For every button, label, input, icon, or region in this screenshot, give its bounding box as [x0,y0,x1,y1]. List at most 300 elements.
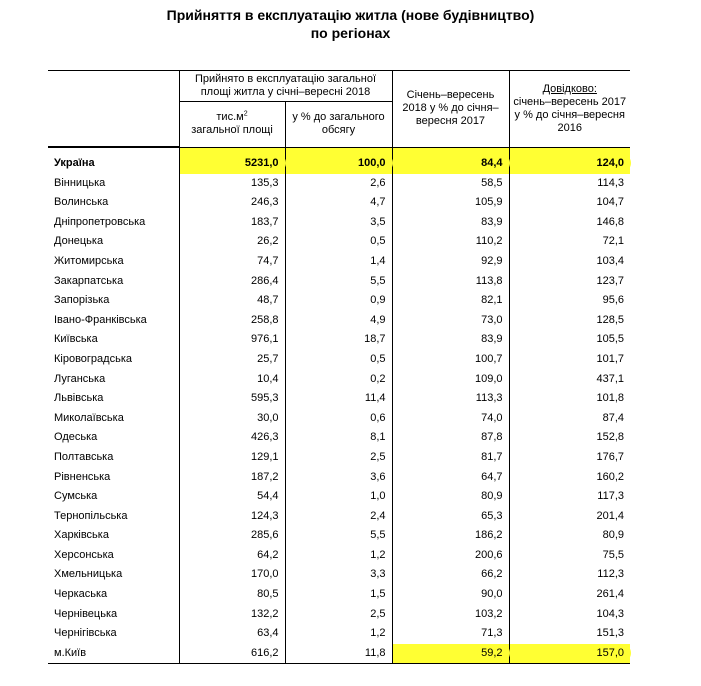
region-cell [48,565,179,585]
y2018-cell [392,193,509,213]
y2018-cell-value: 83,9 [481,215,503,228]
region-cell [48,546,179,566]
share-cell-value: 11,8 [364,646,386,659]
region-cell [48,389,179,409]
region-cell-value: Миколаївська [54,411,124,424]
share-cell [285,148,392,174]
area-cell-value: 285,6 [250,529,279,542]
area-cell [179,174,285,194]
header-col1-unit: тис.м [216,111,244,124]
area-cell-value: 48,7 [257,294,279,307]
share-cell [285,232,392,252]
y2017-cell-value: 157,0 [592,647,628,659]
share-cell [285,272,392,292]
share-cell [285,311,392,331]
y2018-cell [392,350,509,370]
area-cell-value: 170,0 [250,568,279,581]
y2018-cell [392,526,509,546]
region-cell [48,252,179,272]
y2017-cell [509,448,630,468]
area-cell [179,565,285,585]
area-cell [179,507,285,527]
y2018-cell [392,291,509,311]
share-cell [285,213,392,233]
y2017-cell [509,428,630,448]
header-col1-rest: загальної площі [191,124,273,137]
y2017-cell [509,565,630,585]
table-row [48,428,630,448]
region-cell-value: Дніпропетровська [54,215,146,228]
table-row [48,507,630,527]
region-cell [48,428,179,448]
share-cell-value: 8,1 [370,431,386,444]
area-cell [179,272,285,292]
share-cell-value: 3,6 [370,470,386,483]
share-cell [285,193,392,213]
y2017-cell [509,644,630,664]
y2018-cell-value: 200,6 [474,548,503,561]
table-row [48,605,630,625]
region-cell [48,370,179,390]
region-cell [48,272,179,292]
region-cell-value: м.Київ [54,646,87,659]
area-cell [179,311,285,331]
y2018-cell-value: 87,8 [481,431,503,444]
y2018-cell [392,409,509,429]
area-cell [179,526,285,546]
y2018-cell [392,370,509,390]
y2017-cell [509,232,630,252]
y2017-cell [509,389,630,409]
y2017-cell [509,546,630,566]
y2018-cell [392,232,509,252]
area-cell-value: 246,3 [250,196,279,209]
table-row [48,585,630,605]
title-line-1: Прийняття в експлуатацію житла (нове будівництво) [166,7,535,23]
area-cell-value: 26,2 [257,235,279,248]
y2018-cell-value: 90,0 [481,588,503,601]
y2017-cell [509,252,630,272]
y2018-cell-value: 73,0 [481,313,503,326]
region-cell [48,409,179,429]
y2017-cell-value: 151,3 [596,627,624,640]
region-cell-value: Волинська [54,196,109,209]
share-cell-value: 1,2 [370,627,386,640]
region-cell-value: Вінницька [54,176,106,189]
area-cell [179,468,285,488]
area-cell-value: 135,3 [250,176,279,189]
region-cell-value: Кіровоградська [54,352,132,365]
table-row [48,213,630,233]
y2017-cell-value: 124,0 [592,157,628,169]
y2017-cell-value: 114,3 [597,176,624,189]
y2017-cell-value: 437,1 [596,372,624,385]
region-cell [48,526,179,546]
area-cell [179,487,285,507]
table-row [48,389,630,409]
y2018-cell-value: 84,4 [477,157,506,169]
table-row [48,350,630,370]
share-cell [285,546,392,566]
area-cell [179,605,285,625]
y2017-cell-value: 104,3 [596,607,624,620]
share-cell-value: 0,5 [370,352,386,365]
share-cell [285,174,392,194]
area-cell-value: 595,3 [250,392,279,405]
region-cell-value: Харківська [54,529,109,542]
share-cell [285,605,392,625]
share-cell-value: 100,0 [354,157,390,169]
region-cell [48,330,179,350]
region-cell [48,213,179,233]
y2017-cell [509,585,630,605]
share-cell [285,330,392,350]
y2017-cell-value: 123,7 [596,274,624,287]
header-group: Прийнято в експлуатацію загальної площі житла у січні–вересні 2018 [179,71,392,102]
y2018-cell [392,448,509,468]
table-row [48,468,630,488]
title-line-2: по регіонах [310,25,391,41]
area-cell [179,193,285,213]
header-col1-sup: 2 [243,110,248,118]
area-cell [179,232,285,252]
table-row [48,546,630,566]
y2017-cell-value: 72,1 [602,235,624,248]
table-row [48,148,630,174]
page-title [0,6,701,42]
share-cell-value: 5,5 [370,529,386,542]
area-cell-value: 74,7 [257,254,279,267]
region-cell-value: Запорізька [54,294,110,307]
region-cell [48,585,179,605]
region-cell-value: Рівненська [54,470,111,483]
y2017-cell [509,174,630,194]
y2018-cell-value: 82,1 [481,294,503,307]
region-cell [48,350,179,370]
y2018-cell [392,644,509,664]
table-row [48,487,630,507]
y2017-cell-value: 80,9 [602,529,624,542]
region-cell [48,605,179,625]
table-row [48,311,630,331]
y2018-cell [392,389,509,409]
share-cell-value: 1,5 [370,588,386,601]
y2017-cell-value: 101,8 [596,392,624,405]
region-cell-value: Житомирська [54,254,124,267]
y2017-cell [509,487,630,507]
y2017-cell [509,507,630,527]
area-cell-value: 183,7 [250,215,279,228]
y2017-cell [509,213,630,233]
y2018-cell [392,546,509,566]
y2017-cell-value: 201,4 [596,509,624,522]
area-cell-value: 187,2 [250,470,279,483]
table-row [48,330,630,350]
region-cell-value: Львівська [54,392,104,405]
region-cell-value: Чернігівська [54,627,117,640]
y2017-cell [509,148,630,174]
region-cell [48,174,179,194]
y2017-cell-value: 128,5 [596,313,624,326]
y2018-cell-value: 58,5 [481,176,503,189]
y2018-cell [392,330,509,350]
y2018-cell [392,507,509,527]
y2018-cell-value: 80,9 [481,490,503,503]
share-cell [285,507,392,527]
share-cell [285,585,392,605]
area-cell-value: 132,2 [250,607,279,620]
area-cell [179,624,285,644]
region-cell-value: Луганська [54,372,106,385]
share-cell [285,468,392,488]
y2018-cell [392,148,509,174]
y2018-cell [392,272,509,292]
share-cell-value: 1,4 [370,254,386,267]
share-cell [285,487,392,507]
region-cell-value: Одеська [54,431,98,444]
region-cell [48,624,179,644]
share-cell [285,291,392,311]
region-cell [48,193,179,213]
header-col2: у % до загального обсягу [285,102,392,147]
table-row [48,526,630,546]
area-cell-value: 63,4 [257,627,279,640]
area-cell-value: 64,2 [257,548,279,561]
share-cell-value: 4,7 [370,196,386,209]
y2018-cell-value: 113,8 [475,274,503,287]
region-cell-value: Хмельницька [54,568,123,581]
share-cell [285,428,392,448]
y2017-cell [509,330,630,350]
table-row [48,232,630,252]
y2018-cell-value: 59,2 [477,647,506,659]
share-cell-value: 0,5 [370,235,386,248]
table-row [48,370,630,390]
table-row [48,291,630,311]
area-cell [179,644,285,664]
y2018-cell-value: 113,3 [475,392,503,405]
y2018-cell [392,174,509,194]
y2017-cell [509,272,630,292]
area-cell [179,585,285,605]
y2017-cell-value: 103,4 [596,254,624,267]
share-cell-value: 0,6 [370,411,386,424]
y2018-cell [392,468,509,488]
share-cell-value: 0,2 [370,372,386,385]
area-cell [179,148,285,174]
y2017-cell-value: 75,5 [602,548,624,561]
area-cell-value: 616,2 [250,646,279,659]
y2018-cell-value: 81,7 [481,450,503,463]
area-cell-value: 30,0 [257,411,279,424]
share-cell-value: 5,5 [370,274,386,287]
area-cell-value: 25,7 [257,352,279,365]
area-cell-value: 976,1 [250,333,279,346]
y2017-cell [509,409,630,429]
region-cell [48,311,179,331]
y2018-cell-value: 66,2 [481,568,503,581]
table-row [48,409,630,429]
area-cell [179,428,285,448]
region-cell-value: Івано-Франківська [54,313,147,326]
y2017-cell-value: 160,2 [596,470,624,483]
y2017-cell [509,605,630,625]
region-cell [48,148,179,174]
area-cell [179,213,285,233]
y2018-cell-value: 64,7 [481,470,503,483]
y2018-cell-value: 103,2 [474,607,503,620]
y2017-cell [509,291,630,311]
y2017-cell [509,350,630,370]
area-cell [179,448,285,468]
region-cell-value: Закарпатська [54,274,124,287]
table-row [48,448,630,468]
share-cell-value: 2,5 [370,607,386,620]
share-cell-value: 18,7 [364,333,386,346]
share-cell-value: 3,5 [370,215,386,228]
region-cell [48,644,179,664]
y2018-cell-value: 100,7 [474,352,503,365]
table-row [48,252,630,272]
y2018-cell [392,624,509,644]
y2018-cell-value: 65,3 [481,509,503,522]
area-cell-value: 54,4 [257,490,279,503]
area-cell-value: 5231,0 [241,157,283,169]
y2018-cell-value: 83,9 [481,333,503,346]
y2018-cell-value: 92,9 [481,254,503,267]
area-cell-value: 286,4 [250,274,279,287]
y2017-cell-value: 105,5 [596,333,624,346]
area-cell [179,389,285,409]
region-cell [48,468,179,488]
y2017-cell [509,468,630,488]
share-cell-value: 4,9 [370,313,386,326]
y2018-cell [392,428,509,448]
share-cell [285,370,392,390]
y2017-cell-value: 146,8 [596,215,624,228]
region-cell [48,487,179,507]
y2017-cell-value: 261,4 [596,588,624,601]
y2018-cell [392,605,509,625]
share-cell [285,252,392,272]
region-cell-value: Херсонська [54,548,114,561]
area-cell [179,350,285,370]
y2017-cell [509,311,630,331]
share-cell-value: 2,5 [370,450,386,463]
y2017-cell-value: 87,4 [602,411,624,424]
y2017-cell-value: 117,3 [597,490,624,503]
area-cell [179,252,285,272]
share-cell-value: 11,4 [364,392,386,405]
share-cell-value: 2,4 [370,509,386,522]
y2018-cell-value: 110,2 [475,235,503,248]
region-cell-value: Україна [54,157,95,169]
header-col1 [179,102,285,147]
area-cell [179,330,285,350]
regions-table [48,70,630,664]
share-cell [285,624,392,644]
y2018-cell-value: 109,0 [474,372,503,385]
region-cell-value: Чернівецька [54,607,118,620]
share-cell [285,644,392,664]
header-col4-text: січень–вересень 2017 у % до січня–вересня 2016 [513,95,627,134]
area-cell-value: 80,5 [257,588,279,601]
y2018-cell [392,213,509,233]
share-cell [285,565,392,585]
y2018-cell [392,252,509,272]
area-cell-value: 426,3 [250,431,279,444]
share-cell [285,409,392,429]
y2018-cell-value: 71,3 [481,627,503,640]
y2018-cell [392,487,509,507]
region-cell-value: Полтавська [54,450,114,463]
table-row [48,565,630,585]
y2018-cell [392,565,509,585]
y2017-cell [509,193,630,213]
y2017-cell [509,370,630,390]
y2018-cell [392,585,509,605]
header-col4-ref: Довідково: [542,82,597,95]
header-col4 [509,71,630,147]
area-cell-value: 124,3 [250,509,279,522]
y2017-cell-value: 176,7 [596,450,624,463]
table-row [48,624,630,644]
region-cell-value: Тернопільська [54,509,128,522]
y2017-cell [509,526,630,546]
y2017-cell-value: 95,6 [602,294,624,307]
table-row [48,272,630,292]
share-cell [285,448,392,468]
share-cell-value: 2,6 [370,176,386,189]
region-cell [48,291,179,311]
area-cell [179,409,285,429]
share-cell-value: 1,0 [370,490,386,503]
y2017-cell-value: 152,8 [596,431,624,444]
area-cell [179,291,285,311]
region-cell-value: Черкаська [54,588,108,601]
share-cell-value: 3,3 [370,568,386,581]
table-row [48,644,630,664]
y2018-cell-value: 105,9 [474,196,503,209]
y2017-cell-value: 104,7 [596,196,624,209]
share-cell-value: 0,9 [370,294,386,307]
area-cell [179,546,285,566]
region-cell-value: Київська [54,333,98,346]
region-cell-value: Сумська [54,490,98,503]
table-body [48,148,630,664]
share-cell [285,389,392,409]
table-row [48,193,630,213]
y2017-cell-value: 112,3 [597,568,624,581]
header-region [48,71,179,147]
y2018-cell-value: 74,0 [481,411,503,424]
header-col3: Січень–вересень 2018 у % до січня–вересня 2017 [392,71,509,147]
region-cell [48,232,179,252]
y2017-cell [509,624,630,644]
y2018-cell [392,311,509,331]
area-cell-value: 258,8 [250,313,279,326]
table-row [48,174,630,194]
region-cell [48,448,179,468]
region-cell-value: Донецька [54,235,104,248]
y2018-cell-value: 186,2 [474,529,503,542]
area-cell-value: 129,1 [250,450,279,463]
area-cell-value: 10,4 [257,372,279,385]
share-cell [285,350,392,370]
share-cell-value: 1,2 [370,548,386,561]
y2017-cell-value: 101,7 [596,352,624,365]
region-cell [48,507,179,527]
